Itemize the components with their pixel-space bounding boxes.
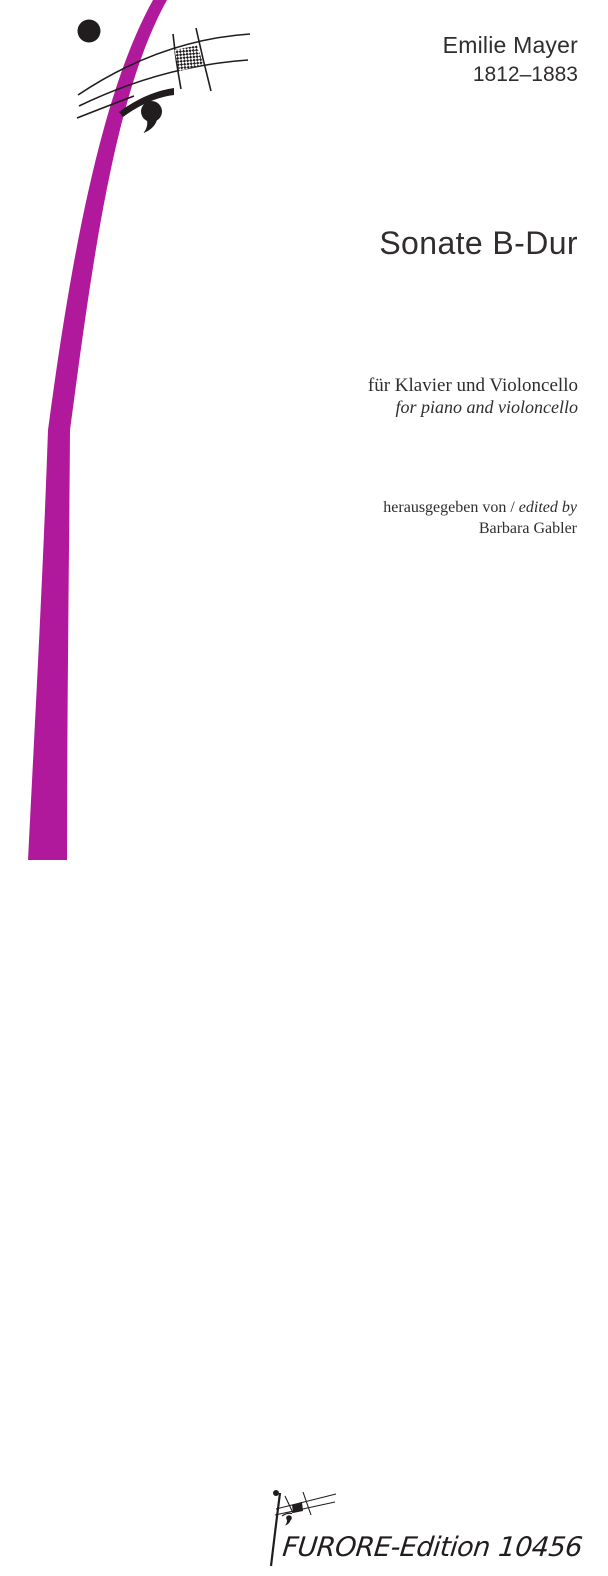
composer-name: Emilie Mayer: [442, 32, 578, 58]
instrumentation-block: [368, 375, 578, 418]
editor-block: [383, 497, 577, 539]
publisher-imprint: [0, 740, 608, 1563]
staff-curve-1-icon: [78, 34, 250, 95]
composer-block: [443, 32, 578, 87]
black-dot-icon: [78, 20, 101, 43]
publisher-logo-text: [281, 1532, 584, 1563]
work-title: Sonate B-Dur: [379, 225, 578, 261]
editor-name: Barbara Gabler: [478, 520, 577, 537]
crosshatch-cell-icon: [175, 46, 204, 72]
composer-dates: 1812–1883: [472, 62, 578, 86]
comma-mark-icon: [141, 101, 162, 133]
plate-number: 10456: [496, 1532, 584, 1563]
instrumentation-de: für Klavier und Violoncello: [367, 375, 578, 396]
staff-curve-2-icon: [79, 60, 248, 106]
editor-label-de: herausgegeben von /: [383, 499, 519, 516]
editor-label-en: edited by: [518, 499, 577, 516]
editor-label: [383, 497, 577, 518]
publisher-name: FURORE-Edition: [280, 1532, 492, 1563]
instrumentation-en: for piano and violoncello: [395, 397, 578, 417]
